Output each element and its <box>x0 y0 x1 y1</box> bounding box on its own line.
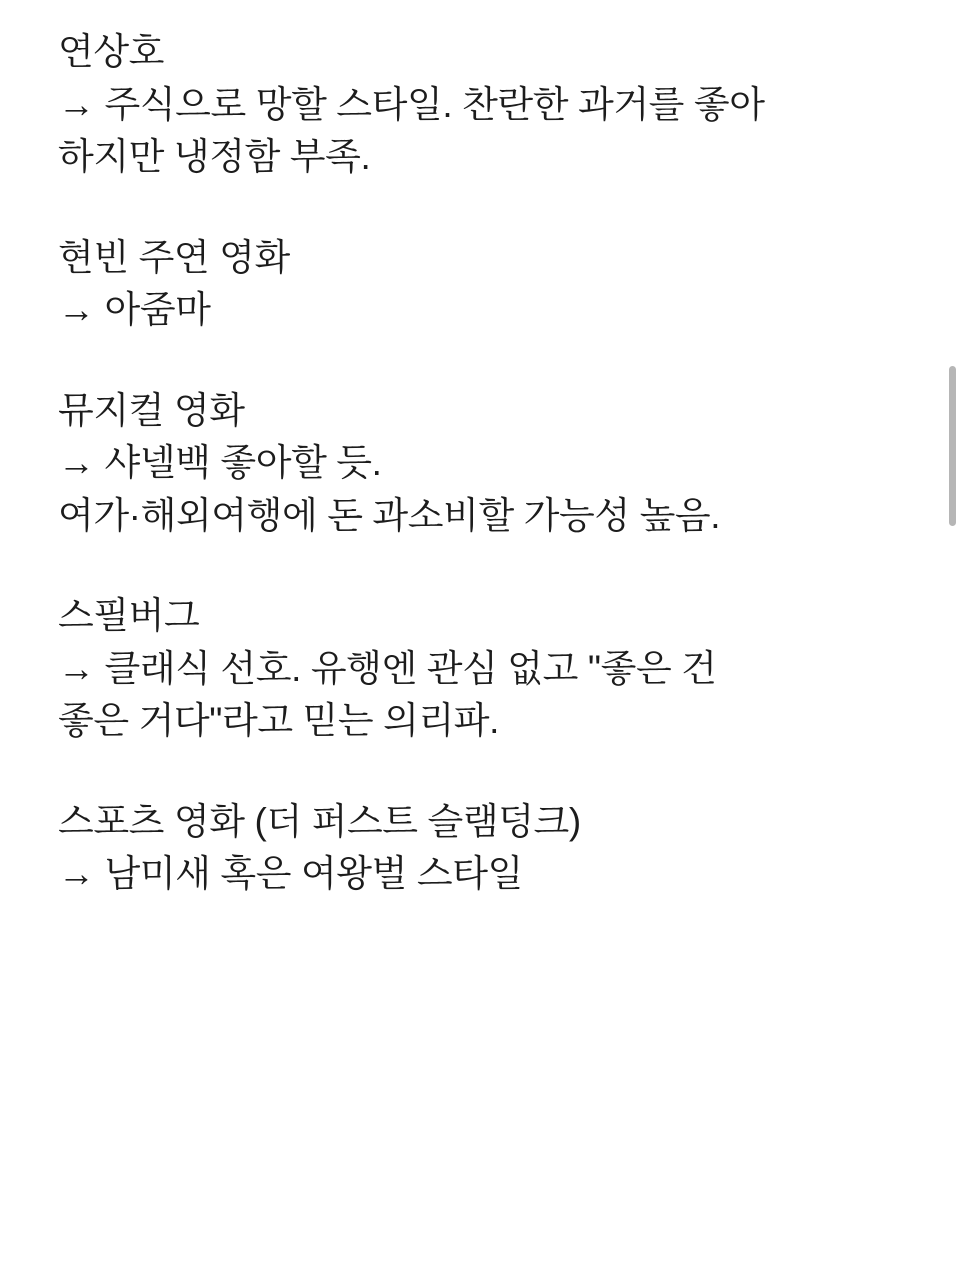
content-block <box>58 590 898 748</box>
block-heading: 스필버그 <box>58 595 200 637</box>
block-line: 좋은 거다"라고 믿는 의리파. <box>58 700 500 742</box>
block-line: → 아줌마 <box>58 289 211 331</box>
block-line: → 샤넬백 좋아할 듯. <box>58 442 382 484</box>
block-heading: 뮤지컬 영화 <box>58 389 245 431</box>
block-line: → 주식으로 망할 스타일. 찬란한 과거를 좋아 <box>58 83 765 125</box>
content-block <box>58 385 898 543</box>
block-line: 여가·해외여행에 돈 과소비할 가능성 높음. <box>58 494 721 536</box>
content-block <box>58 26 898 184</box>
scrollbar-thumb[interactable] <box>949 366 956 526</box>
content-block <box>58 796 898 901</box>
scrollbar[interactable] <box>950 0 960 1277</box>
block-line: 하지만 냉정함 부족. <box>58 136 371 178</box>
block-line: → 클래식 선호. 유행엔 관심 없고 "좋은 건 <box>58 647 717 689</box>
block-heading: 연상호 <box>58 31 165 72</box>
block-line: → 남미새 혹은 여왕벌 스타일 <box>58 853 523 895</box>
block-heading: 현빈 주연 영화 <box>58 236 290 278</box>
block-heading: 스포츠 영화 (더 퍼스트 슬램덩크) <box>58 800 581 842</box>
content-block <box>58 232 898 337</box>
